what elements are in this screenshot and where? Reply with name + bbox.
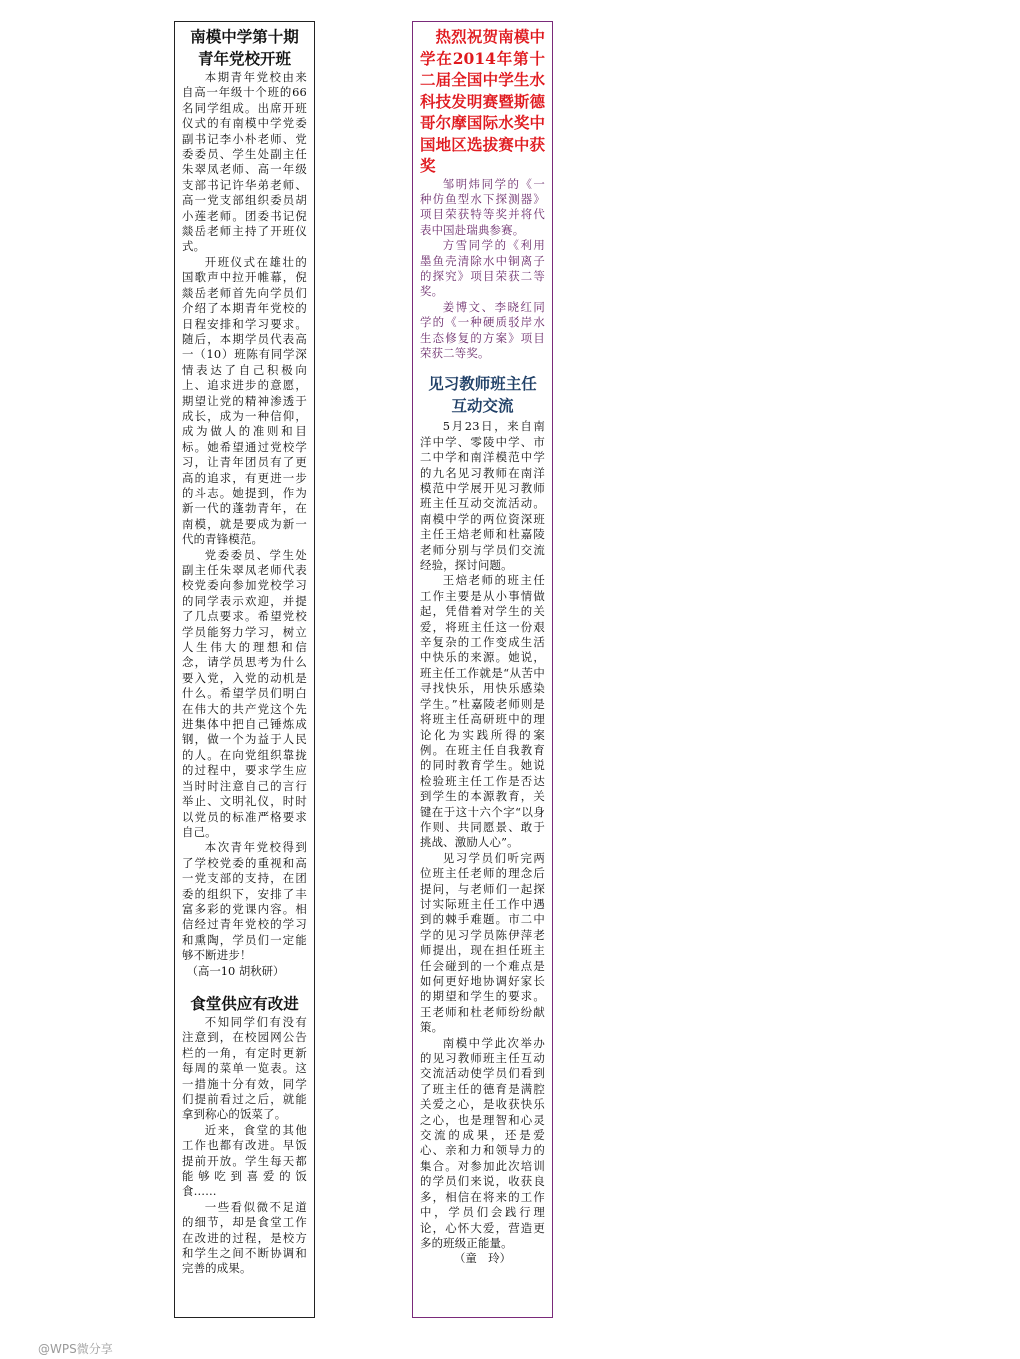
article-title-party-school bbox=[182, 26, 307, 70]
left-column bbox=[174, 21, 315, 1318]
award-paragraph: 邹明炜同学的《一种仿鱼型水下探测器》项目荣获特等奖并将代表中国赴瑞典参赛。 bbox=[420, 176, 545, 237]
article-paragraph: 党委委员、学生处副主任朱翠凤老师代表校党委向参加党校学习的同学表示欢迎，并提了几点要求。希望党校学员能努力学习，树立人生伟大的理想和信念，请学员思考为什么要入党，入党的动机是什么。希望学员们明白在伟大的共产党这个先进集体中把自己锤炼成钢，做一个为益于人民的人。在向党组织靠拢的过程中，要求学生应当时时注意自己的言行举止、文明礼仪，时时以党员的标准严格要求自己。 bbox=[182, 547, 307, 839]
article-paragraph: 开班仪式在雄壮的国歌声中拉开帷幕，倪燚岳老师首先向学员们介绍了本期青年党校的日程安排和学习要求。随后，本期学员代表高一（10）班陈有同学深情表达了自己积极向上、追求进步的意愿，期望让党的精神渗透于成长，成为一种信仰，成为做人的准则和目标。她希望通过党校学习，让青年团员有了更高的追求，有更进一步的斗志。她提到，作为新一代的蓬勃青年，在南模，就是要成为新一代的青锋模范。 bbox=[182, 254, 307, 547]
article-paragraph: 本次青年党校得到了学校党委的重视和高一党支部的支持，在团委的组织下，安排了丰富多彩的党课内容。相信经过青年党校的学习和熏陶，学员们一定能够不断进步！ bbox=[182, 840, 307, 963]
title-line-1: 南模中学第十期 bbox=[190, 27, 299, 46]
award-paragraph: 姜博文、李晓红同学的《一种硬质驳岸水生态修复的方案》项目荣获二等奖。 bbox=[420, 299, 545, 360]
right-column bbox=[412, 21, 553, 1318]
article-paragraph: 近来，食堂的其他工作也都有改进。早饭提前开放。学生每天都能够吃到喜爱的饭食…… bbox=[182, 1122, 307, 1199]
title-line-1: 见习教师班主任 bbox=[428, 374, 537, 394]
article-paragraph: 南模中学此次举办的见习教师班主任互动交流活动使学员们看到了班主任的德育是满腔关爱之心，是收获快乐之心，也是理智和心灵交流的成果，还是爱心、亲和力和领导力的集合。对参加此次培训的学员们来说，收获良多，相信在将来的工作中，学员们会践行理论，心怀大爱，营造更多的班级正能量。 bbox=[420, 1035, 545, 1250]
article-paragraph: 王焙老师的班主任工作主要是从小事情做起，凭借着对学生的关爱，将班主任这一份艰辛复杂的工作变成生活中快乐的来源。她说，班主任工作就是“从苦中寻找快乐，用快乐感染学生。”杜嘉陵老师则是将班主任高研班中的理论化为实践所得的案例。在班主任自我教育的同时教育学生。她说检验班主任工作是否达到学生的本源教育，关键在于这十六个字“以身作则、共同愿景、敢于挑战、激励人心”。 bbox=[420, 573, 545, 850]
article-title-teacher-exchange bbox=[420, 373, 545, 417]
award-title: 热烈祝贺南模中学在2014年第十二届全国中学生水科技发明赛暨斯德哥尔摩国际水奖中国地区选拔赛中获奖 bbox=[420, 27, 545, 175]
article-signature: （高一10 胡秋研） bbox=[186, 963, 285, 978]
title-line-2: 互动交流 bbox=[451, 396, 514, 416]
article-paragraph: 一些看似微不足道的细节，却是食堂工作在改进的过程，是校方和学生之间不断协调和完善的成果。 bbox=[182, 1199, 307, 1276]
article-title-canteen: 食堂供应有改进 bbox=[190, 993, 299, 1013]
article-paragraph: 5月23日，来自南洋中学、零陵中学、市二中学和南洋模范中学的九名见习教师在南洋模范中学展开见习教师班主任互动交流活动。南模中学的两位资深班主任王焙老师和杜嘉陵老师分别与学员们交流经验，探讨问题。 bbox=[420, 419, 545, 573]
article-signature: （童 玲） bbox=[454, 1251, 511, 1266]
article-paragraph: 不知同学们有没有注意到，在校园网公告栏的一角，有定时更新每周的菜单一览表。这一措施十分有效，同学们提前看过之后，就能拿到称心的饭菜了。 bbox=[182, 1014, 307, 1122]
article-paragraph: 本期青年党校由来自高一年级十个班的66名同学组成。出席开班仪式的有南模中学党委副书记李小朴老师、党委委员、学生处副主任朱翠凤老师、高一年级支部书记许华弟老师、高一党支部组织委员胡小莲老师。团委书记倪燚岳老师主持了开班仪式。 bbox=[182, 70, 307, 254]
title-line-2: 青年党校开班 bbox=[197, 49, 291, 68]
article-paragraph: 见习学员们听完两位班主任老师的理念后提问，与老师们一起探讨实际班主任工作中遇到的棘手难题。市二中学的见习学员陈伊萍老师提出，现在担任班主任会碰到的一个难点是如何更好地协调好家长的期望和学生的要求。王老师和杜老师纷纷献策。 bbox=[420, 850, 545, 1035]
wps-watermark: @WPS微分享 bbox=[38, 1342, 113, 1356]
award-paragraph: 方雪同学的《利用墨鱼壳清除水中铜离子的探究》项目荣获二等奖。 bbox=[420, 238, 545, 299]
